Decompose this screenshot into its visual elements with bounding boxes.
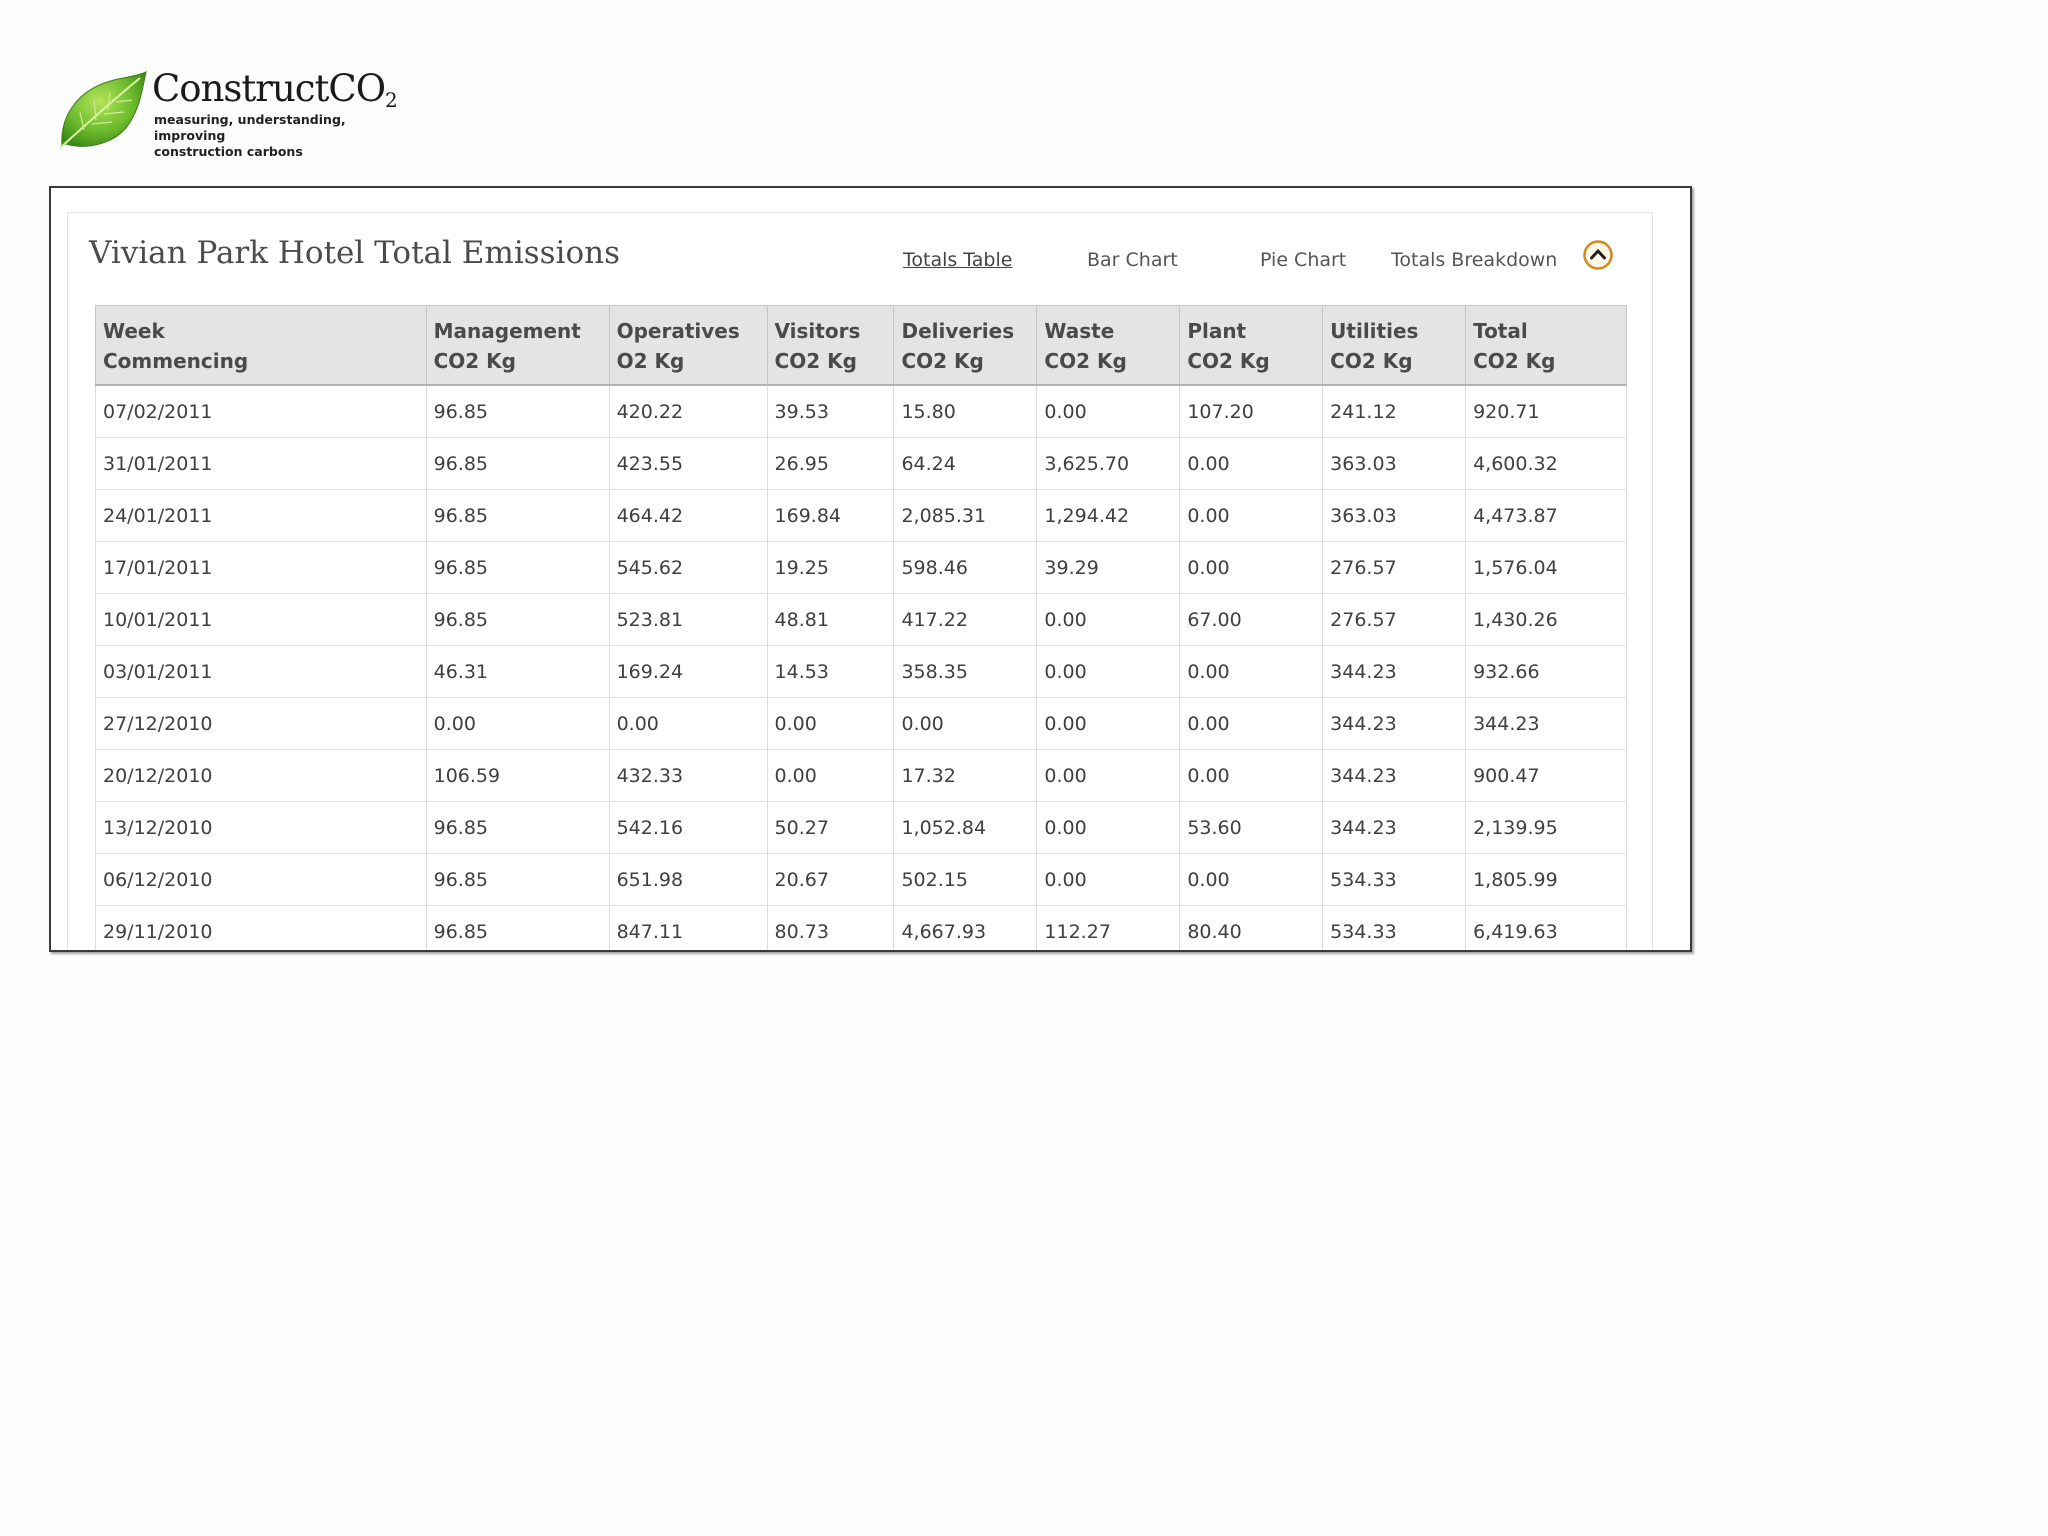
- value-cell: 523.81: [609, 594, 767, 646]
- value-cell: 0.00: [1180, 698, 1323, 750]
- value-cell: 534.33: [1323, 906, 1466, 953]
- table-row: [96, 646, 1627, 698]
- column-header[interactable]: Utilities CO2 Kg: [1323, 306, 1466, 386]
- value-cell: 96.85: [426, 802, 609, 854]
- value-cell: 0.00: [894, 698, 1037, 750]
- week-cell: 07/02/2011: [96, 385, 427, 438]
- value-cell: 363.03: [1323, 490, 1466, 542]
- value-cell: 598.46: [894, 542, 1037, 594]
- value-cell: 0.00: [1037, 698, 1180, 750]
- value-cell: 542.16: [609, 802, 767, 854]
- value-cell: 0.00: [1037, 594, 1180, 646]
- tab-totals-breakdown[interactable]: Totals Breakdown: [1391, 249, 1558, 271]
- table-row: [96, 854, 1627, 906]
- table-row: [96, 906, 1627, 953]
- table-row: [96, 385, 1627, 438]
- value-cell: 241.12: [1323, 385, 1466, 438]
- value-cell: 358.35: [894, 646, 1037, 698]
- value-cell: 1,805.99: [1466, 854, 1627, 906]
- week-cell: 03/01/2011: [96, 646, 427, 698]
- value-cell: 96.85: [426, 906, 609, 953]
- value-cell: 432.33: [609, 750, 767, 802]
- value-cell: 423.55: [609, 438, 767, 490]
- column-header[interactable]: Visitors CO2 Kg: [767, 306, 894, 386]
- value-cell: 2,085.31: [894, 490, 1037, 542]
- value-cell: 96.85: [426, 594, 609, 646]
- value-cell: 344.23: [1323, 750, 1466, 802]
- week-cell: 31/01/2011: [96, 438, 427, 490]
- value-cell: 344.23: [1323, 646, 1466, 698]
- value-cell: 0.00: [1037, 385, 1180, 438]
- value-cell: 96.85: [426, 438, 609, 490]
- week-cell: 20/12/2010: [96, 750, 427, 802]
- value-cell: 651.98: [609, 854, 767, 906]
- value-cell: 3,625.70: [1037, 438, 1180, 490]
- value-cell: 64.24: [894, 438, 1037, 490]
- logo-title: ConstructCO2: [152, 67, 398, 112]
- value-cell: 900.47: [1466, 750, 1627, 802]
- column-header[interactable]: Week Commencing: [96, 306, 427, 386]
- value-cell: 4,667.93: [894, 906, 1037, 953]
- value-cell: 0.00: [1037, 750, 1180, 802]
- value-cell: 363.03: [1323, 438, 1466, 490]
- value-cell: 96.85: [426, 854, 609, 906]
- value-cell: 96.85: [426, 542, 609, 594]
- value-cell: 112.27: [1037, 906, 1180, 953]
- column-header[interactable]: Total CO2 Kg: [1466, 306, 1627, 386]
- table-row: [96, 438, 1627, 490]
- value-cell: 169.84: [767, 490, 894, 542]
- table-row: [96, 594, 1627, 646]
- page-title: Vivian Park Hotel Total Emissions: [89, 235, 621, 271]
- value-cell: 0.00: [1037, 646, 1180, 698]
- value-cell: 14.53: [767, 646, 894, 698]
- value-cell: 344.23: [1323, 698, 1466, 750]
- value-cell: 26.95: [767, 438, 894, 490]
- emissions-panel-inner: [67, 212, 1653, 952]
- value-cell: 276.57: [1323, 594, 1466, 646]
- value-cell: 932.66: [1466, 646, 1627, 698]
- value-cell: 545.62: [609, 542, 767, 594]
- value-cell: 80.73: [767, 906, 894, 953]
- value-cell: 0.00: [1180, 750, 1323, 802]
- table-body: [96, 385, 1627, 952]
- value-cell: 1,294.42: [1037, 490, 1180, 542]
- value-cell: 0.00: [1037, 854, 1180, 906]
- value-cell: 107.20: [1180, 385, 1323, 438]
- value-cell: 39.29: [1037, 542, 1180, 594]
- column-header[interactable]: Deliveries CO2 Kg: [894, 306, 1037, 386]
- value-cell: 53.60: [1180, 802, 1323, 854]
- value-cell: 344.23: [1466, 698, 1627, 750]
- value-cell: 0.00: [1180, 542, 1323, 594]
- table-row: [96, 750, 1627, 802]
- value-cell: 4,600.32: [1466, 438, 1627, 490]
- value-cell: 1,576.04: [1466, 542, 1627, 594]
- value-cell: 0.00: [609, 698, 767, 750]
- table-row: [96, 490, 1627, 542]
- emissions-table: [95, 305, 1627, 952]
- week-cell: 27/12/2010: [96, 698, 427, 750]
- table-header-row: [96, 306, 1627, 386]
- value-cell: 0.00: [1180, 490, 1323, 542]
- value-cell: 96.85: [426, 385, 609, 438]
- value-cell: 6,419.63: [1466, 906, 1627, 953]
- value-cell: 502.15: [894, 854, 1037, 906]
- value-cell: 106.59: [426, 750, 609, 802]
- value-cell: 0.00: [1180, 854, 1323, 906]
- value-cell: 344.23: [1323, 802, 1466, 854]
- constructco2-logo: [56, 67, 416, 159]
- value-cell: 534.33: [1323, 854, 1466, 906]
- column-header[interactable]: Plant CO2 Kg: [1180, 306, 1323, 386]
- week-cell: 24/01/2011: [96, 490, 427, 542]
- value-cell: 1,430.26: [1466, 594, 1627, 646]
- value-cell: 417.22: [894, 594, 1037, 646]
- value-cell: 96.85: [426, 490, 609, 542]
- value-cell: 0.00: [767, 698, 894, 750]
- emissions-panel: [49, 186, 1692, 952]
- leaf-logo-icon: [56, 70, 148, 150]
- value-cell: 0.00: [1180, 438, 1323, 490]
- chevron-up-circle-icon[interactable]: [1582, 239, 1614, 271]
- logo-tagline: measuring, understanding, improving construction carbons: [154, 112, 346, 159]
- value-cell: 0.00: [1180, 646, 1323, 698]
- value-cell: 0.00: [767, 750, 894, 802]
- value-cell: 20.67: [767, 854, 894, 906]
- week-cell: 10/01/2011: [96, 594, 427, 646]
- value-cell: 0.00: [426, 698, 609, 750]
- table-row: [96, 542, 1627, 594]
- value-cell: 17.32: [894, 750, 1037, 802]
- value-cell: 50.27: [767, 802, 894, 854]
- value-cell: 80.40: [1180, 906, 1323, 953]
- table-row: [96, 698, 1627, 750]
- value-cell: 464.42: [609, 490, 767, 542]
- value-cell: 46.31: [426, 646, 609, 698]
- value-cell: 15.80: [894, 385, 1037, 438]
- value-cell: 19.25: [767, 542, 894, 594]
- week-cell: 29/11/2010: [96, 906, 427, 953]
- value-cell: 847.11: [609, 906, 767, 953]
- week-cell: 17/01/2011: [96, 542, 427, 594]
- value-cell: 39.53: [767, 385, 894, 438]
- value-cell: 276.57: [1323, 542, 1466, 594]
- value-cell: 169.24: [609, 646, 767, 698]
- value-cell: 67.00: [1180, 594, 1323, 646]
- column-header[interactable]: Management CO2 Kg: [426, 306, 609, 386]
- value-cell: 0.00: [1037, 802, 1180, 854]
- value-cell: 420.22: [609, 385, 767, 438]
- tab-totals-table[interactable]: Totals Table: [903, 249, 1013, 271]
- week-cell: 06/12/2010: [96, 854, 427, 906]
- value-cell: 2,139.95: [1466, 802, 1627, 854]
- column-header[interactable]: Operatives O2 Kg: [609, 306, 767, 386]
- week-cell: 13/12/2010: [96, 802, 427, 854]
- value-cell: 4,473.87: [1466, 490, 1627, 542]
- table-row: [96, 802, 1627, 854]
- value-cell: 48.81: [767, 594, 894, 646]
- tab-bar-chart[interactable]: Bar Chart: [1087, 249, 1178, 271]
- value-cell: 1,052.84: [894, 802, 1037, 854]
- tab-pie-chart[interactable]: Pie Chart: [1260, 249, 1347, 271]
- value-cell: 920.71: [1466, 385, 1627, 438]
- column-header[interactable]: Waste CO2 Kg: [1037, 306, 1180, 386]
